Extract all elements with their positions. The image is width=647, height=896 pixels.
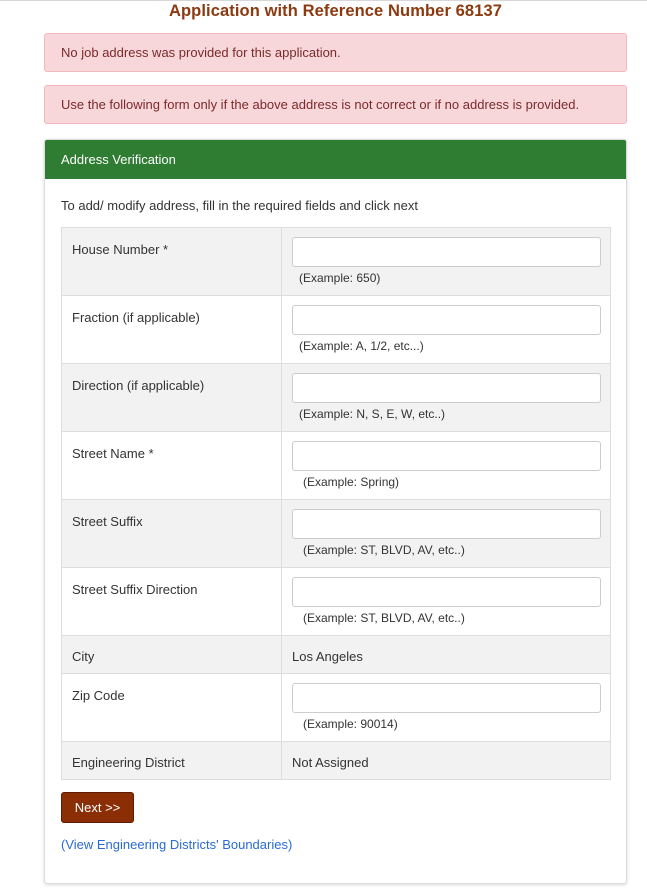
direction-hint: (Example: N, S, E, W, etc..): [299, 407, 446, 421]
panel-header: Address Verification: [45, 140, 626, 179]
street-name-input[interactable]: [292, 441, 601, 471]
engineering-district-value: Not Assigned: [282, 742, 611, 780]
house-number-hint: (Example: 650): [299, 271, 381, 285]
zip-code-input[interactable]: [292, 683, 601, 713]
direction-label: Direction (if applicable): [62, 364, 282, 432]
top-divider: [0, 0, 647, 1]
fraction-input[interactable]: [292, 305, 601, 335]
engineering-district-label: Engineering District: [62, 742, 282, 780]
form-row-house-number: [62, 228, 611, 296]
address-verification-panel: [44, 139, 627, 884]
form-row-engineering-district: [62, 742, 611, 780]
address-form-table: [61, 227, 611, 780]
use-form-alert: Use the following form only if the above address is not correct or if no address is provided.: [44, 85, 627, 124]
house-number-input[interactable]: [292, 237, 601, 267]
next-button[interactable]: Next >>: [61, 792, 134, 823]
no-address-alert: No job address was provided for this application.: [44, 33, 627, 72]
street-suffix-input[interactable]: [292, 509, 601, 539]
form-row-street-suffix: [62, 500, 611, 568]
city-value: Los Angeles: [282, 636, 611, 674]
form-row-zip-code: [62, 674, 611, 742]
street-suffix-direction-input[interactable]: [292, 577, 601, 607]
street-suffix-hint: (Example: ST, BLVD, AV, etc..): [303, 543, 465, 557]
direction-input[interactable]: [292, 373, 601, 403]
fraction-label: Fraction (if applicable): [62, 296, 282, 364]
street-name-label: Street Name *: [62, 432, 282, 500]
view-district-boundaries-link[interactable]: (View Engineering Districts' Boundaries): [61, 837, 293, 852]
city-label: City: [62, 636, 282, 674]
zip-code-hint: (Example: 90014): [303, 717, 398, 731]
fraction-hint: (Example: A, 1/2, etc...): [299, 339, 424, 353]
zip-code-label: Zip Code: [62, 674, 282, 742]
street-suffix-direction-hint: (Example: ST, BLVD, AV, etc..): [303, 611, 465, 625]
form-row-city: [62, 636, 611, 674]
form-row-direction: [62, 364, 611, 432]
panel-instructions: To add/ modify address, fill in the required fields and click next: [61, 198, 418, 213]
street-suffix-label: Street Suffix: [62, 500, 282, 568]
page-title: Application with Reference Number 68137: [168, 2, 503, 20]
street-suffix-direction-label: Street Suffix Direction: [62, 568, 282, 636]
street-name-hint: (Example: Spring): [303, 475, 400, 489]
form-row-fraction: [62, 296, 611, 364]
form-row-street-suffix-direction: [62, 568, 611, 636]
house-number-label: House Number *: [62, 228, 282, 296]
form-row-street-name: [62, 432, 611, 500]
